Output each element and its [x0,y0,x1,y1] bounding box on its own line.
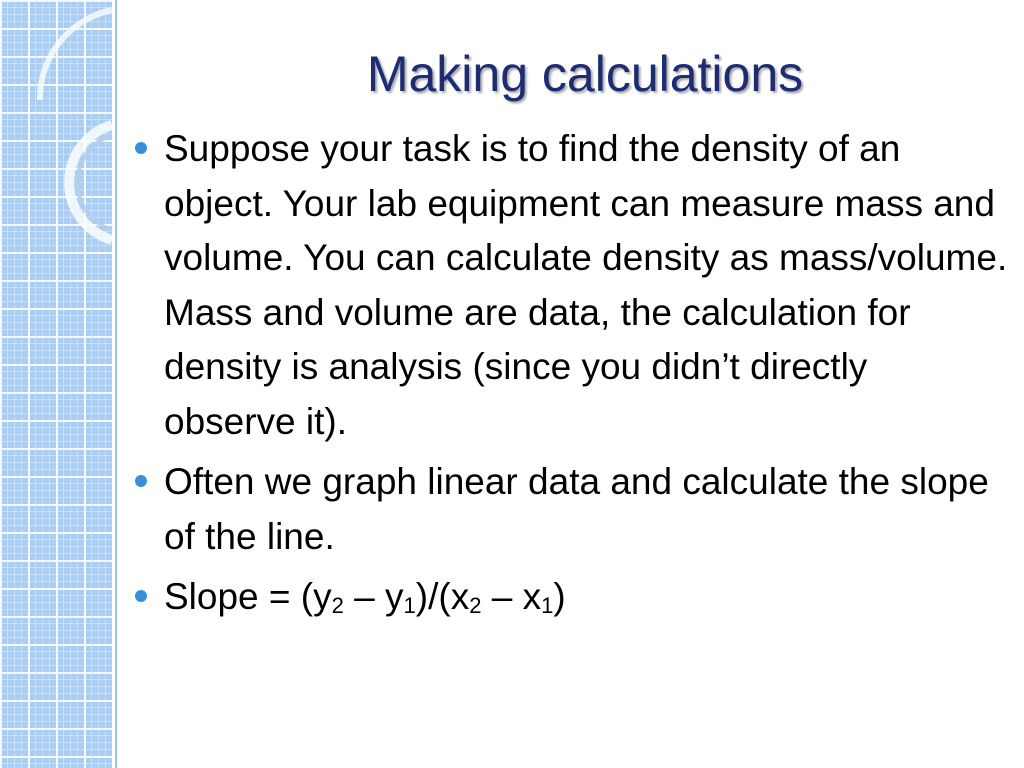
formula-part: – y [343,576,404,617]
bullet-item [128,122,1008,449]
slide-body [128,122,1008,631]
formula-part: )/(x [415,576,470,617]
formula-part: Slope = (y [164,576,332,617]
formula-subscript: 2 [331,593,344,618]
bullet-text: Suppose your task is to find the density of an object. Your lab equipment can measure mass and volume. You can calculate density as mass/volume. Mass and volume are data, the calculation for density is analysis (since you didn’t directly observe it). [164,128,1008,442]
bullet-dot-icon [135,590,147,602]
slide-title: Making calculations [366,46,804,102]
formula-subscript: 2 [469,593,482,618]
slope-formula-item [128,570,1008,625]
formula-part: ) [553,576,566,617]
formula-subscript: 1 [403,593,416,618]
decorative-arcs [0,0,115,768]
slope-formula [164,570,1008,625]
bullet-dot-icon [135,142,147,154]
decorative-grid-panel [0,0,115,768]
bullet-text: Often we graph linear data and calculate the slope of the line. [164,461,989,557]
formula-subscript: 1 [541,593,554,618]
formula-part: – x [481,576,542,617]
bullet-dot-icon [135,475,147,487]
bullet-item [128,455,1008,564]
